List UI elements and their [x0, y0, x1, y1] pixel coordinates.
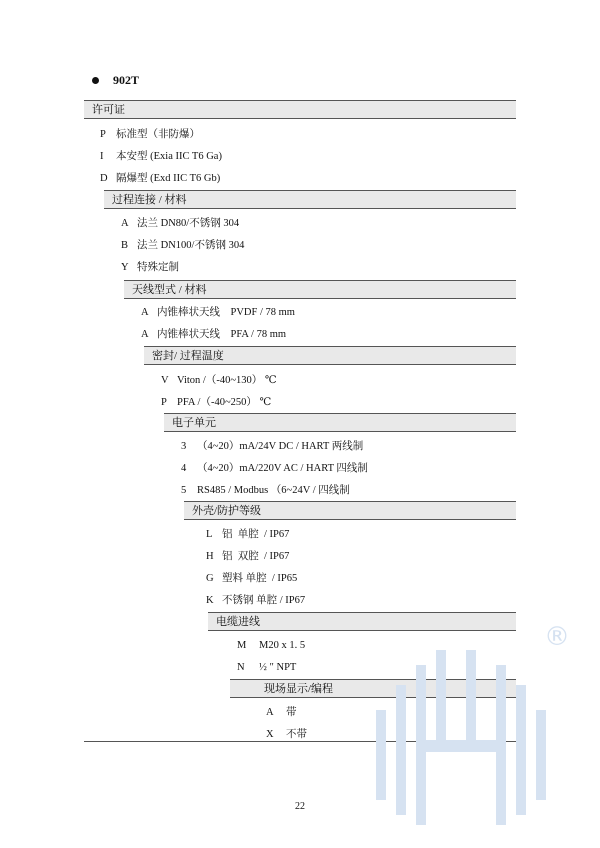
- watermark-bar: [436, 650, 446, 740]
- option-row: I 本安型 (Exia IIC T6 Ga): [100, 151, 222, 162]
- option-row: A 内锥棒状天线 PFA / 78 mm: [141, 329, 287, 340]
- group-header-process-connection: 过程连接 / 材料: [104, 190, 516, 209]
- group-header-cable-entry: 电缆进线: [208, 612, 516, 631]
- option-row: G 塑料 单腔 / IP65: [206, 573, 298, 584]
- option-row: D 隔爆型 (Exd IIC T6 Gb): [100, 173, 221, 184]
- group-header-seal-temperature: 密封/ 过程温度: [144, 346, 516, 365]
- option-row: K 不锈钢 单腔 / IP67: [206, 595, 306, 606]
- option-row: H 铝 双腔 / IP67: [206, 551, 290, 562]
- watermark-bar: [536, 710, 546, 800]
- watermark-bar: [466, 650, 476, 740]
- option-row: B 法兰 DN100/不锈钢 304: [121, 240, 245, 251]
- option-row: V Viton /（-40~130） ℃: [161, 375, 277, 386]
- option-row: P PFA /（-40~250） ℃: [161, 397, 272, 408]
- model-title: 902T: [113, 73, 140, 87]
- group-header-license: 许可证: [84, 100, 516, 119]
- watermark-crossbar: [426, 740, 496, 752]
- option-row: A 法兰 DN80/不锈钢 304: [121, 218, 240, 229]
- registered-mark: ®: [544, 622, 570, 652]
- group-header-local-display: 现场显示/编程: [230, 679, 516, 698]
- watermark-bar: [516, 685, 526, 815]
- option-row: M M20 x 1. 5: [237, 640, 306, 651]
- bullet-icon: [92, 77, 99, 84]
- option-row: N ½ ″ NPT: [237, 662, 297, 673]
- option-row: Y 特殊定制: [121, 262, 179, 273]
- option-row: L 铝 单腔 / IP67: [206, 529, 290, 540]
- group-header-electronics: 电子单元: [164, 413, 516, 432]
- option-row: X 不带: [266, 729, 307, 740]
- watermark-bar: [416, 665, 426, 825]
- option-row: P 标准型（非防爆）: [100, 129, 200, 140]
- page-number: 22: [295, 801, 305, 812]
- watermark-bar: [376, 710, 386, 800]
- group-header-housing: 外壳/防护等级: [184, 501, 516, 520]
- group-header-antenna: 天线型式 / 材料: [124, 280, 516, 299]
- logo-watermark: [362, 610, 572, 835]
- option-row: 3 （4~20）mA/24V DC / HART 两线制: [181, 441, 364, 452]
- option-row: A 内锥棒状天线 PVDF / 78 mm: [141, 307, 295, 318]
- watermark-bar: [496, 665, 506, 825]
- option-row: 5 RS485 / Modbus （6~24V / 四线制: [181, 485, 350, 496]
- watermark-bar: [396, 685, 406, 815]
- option-row: 4 （4~20）mA/220V AC / HART 四线制: [181, 463, 368, 474]
- option-row: A 带: [266, 707, 297, 718]
- section-title: [92, 73, 139, 88]
